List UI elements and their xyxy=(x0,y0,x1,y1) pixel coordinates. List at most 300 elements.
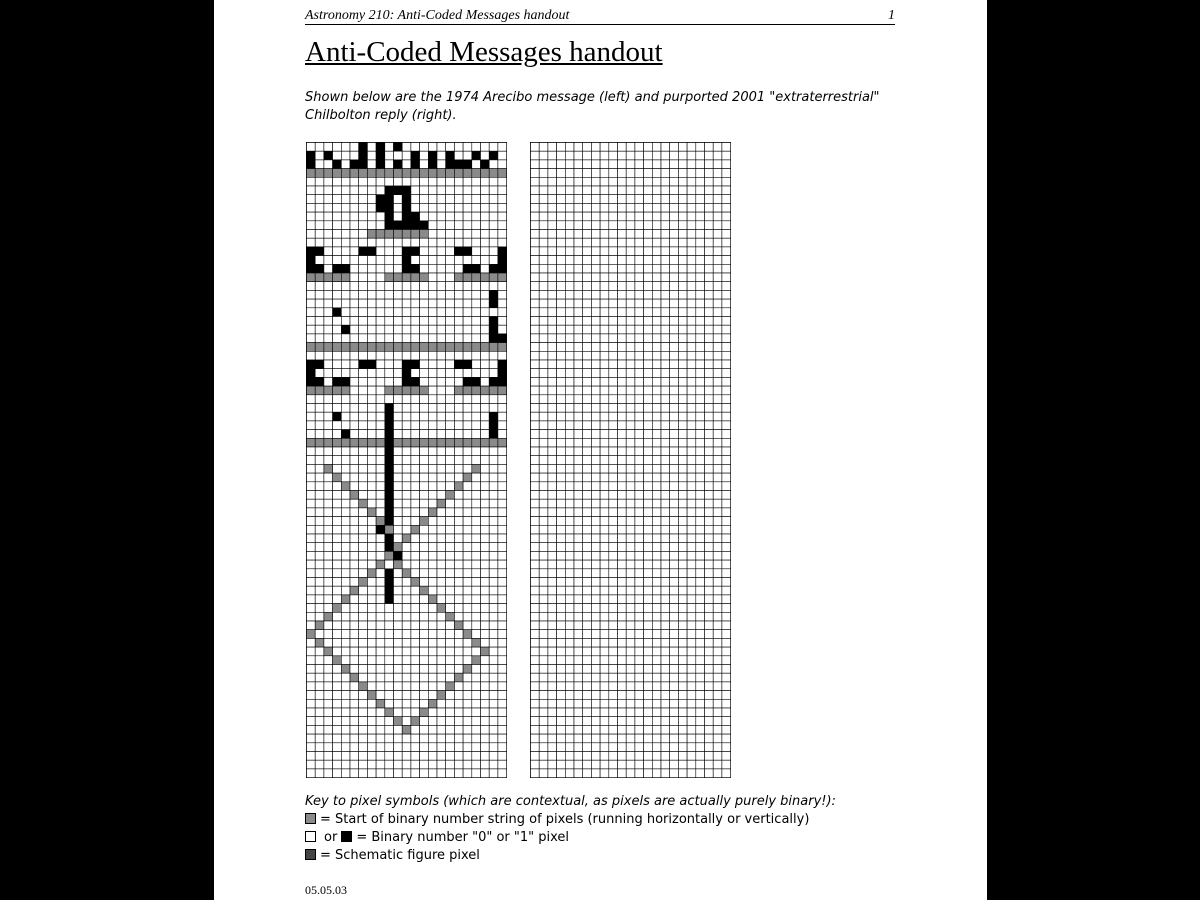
chilbolton-pixel xyxy=(696,560,705,569)
chilbolton-pixel xyxy=(652,203,661,212)
arecibo-pixel xyxy=(489,578,498,587)
arecibo-pixel xyxy=(367,560,376,569)
arecibo-pixel xyxy=(350,308,359,317)
arecibo-pixel xyxy=(446,595,455,604)
chilbolton-pixel xyxy=(539,752,548,761)
arecibo-pixel xyxy=(489,195,498,204)
arecibo-pixel xyxy=(411,151,420,160)
arecibo-pixel xyxy=(472,665,481,674)
arecibo-pixel xyxy=(437,247,446,256)
arecibo-pixel xyxy=(324,752,333,761)
chilbolton-pixel xyxy=(626,725,635,734)
chilbolton-pixel xyxy=(713,143,722,152)
arecibo-pixel xyxy=(333,177,342,186)
chilbolton-pixel xyxy=(539,317,548,326)
arecibo-pixel xyxy=(315,734,324,743)
arecibo-pixel xyxy=(472,273,481,282)
arecibo-pixel xyxy=(420,412,429,421)
arecibo-pixel xyxy=(333,560,342,569)
arecibo-pixel xyxy=(411,612,420,621)
chilbolton-pixel xyxy=(687,334,696,343)
arecibo-pixel xyxy=(463,169,472,178)
arecibo-pixel xyxy=(402,499,411,508)
chilbolton-pixel xyxy=(583,325,592,334)
arecibo-pixel xyxy=(367,473,376,482)
arecibo-pixel xyxy=(350,195,359,204)
arecibo-pixel xyxy=(333,395,342,404)
arecibo-pixel xyxy=(350,647,359,656)
chilbolton-pixel xyxy=(600,360,609,369)
arecibo-pixel xyxy=(307,752,316,761)
arecibo-pixel xyxy=(350,169,359,178)
arecibo-pixel xyxy=(428,569,437,578)
chilbolton-pixel xyxy=(574,438,583,447)
arecibo-pixel xyxy=(489,717,498,726)
chilbolton-pixel xyxy=(591,604,600,613)
arecibo-pixel xyxy=(359,169,368,178)
chilbolton-pixel xyxy=(574,256,583,265)
chilbolton-pixel xyxy=(670,230,679,239)
key-schematic-label: = Schematic figure pixel xyxy=(320,848,480,863)
chilbolton-pixel xyxy=(539,430,548,439)
chilbolton-pixel xyxy=(626,569,635,578)
arecibo-pixel xyxy=(367,673,376,682)
chilbolton-pixel xyxy=(591,412,600,421)
arecibo-pixel xyxy=(367,612,376,621)
chilbolton-pixel xyxy=(670,151,679,160)
arecibo-pixel xyxy=(350,343,359,352)
arecibo-pixel xyxy=(324,630,333,639)
chilbolton-pixel xyxy=(696,238,705,247)
chilbolton-pixel xyxy=(565,699,574,708)
chilbolton-pixel xyxy=(565,386,574,395)
arecibo-pixel xyxy=(454,395,463,404)
arecibo-pixel xyxy=(489,351,498,360)
chilbolton-pixel xyxy=(618,499,627,508)
chilbolton-pixel xyxy=(583,612,592,621)
arecibo-pixel xyxy=(420,578,429,587)
arecibo-pixel xyxy=(489,691,498,700)
arecibo-pixel xyxy=(498,299,507,308)
arecibo-pixel xyxy=(315,621,324,630)
arecibo-pixel xyxy=(333,621,342,630)
arecibo-pixel xyxy=(367,143,376,152)
chilbolton-pixel xyxy=(722,612,731,621)
arecibo-pixel xyxy=(350,569,359,578)
arecibo-pixel xyxy=(359,256,368,265)
chilbolton-pixel xyxy=(705,560,714,569)
chilbolton-pixel xyxy=(713,369,722,378)
arecibo-pixel xyxy=(454,447,463,456)
arecibo-pixel xyxy=(411,238,420,247)
pixel-key xyxy=(305,793,836,865)
chilbolton-pixel xyxy=(539,299,548,308)
chilbolton-pixel xyxy=(635,604,644,613)
chilbolton-pixel xyxy=(574,717,583,726)
arecibo-pixel xyxy=(307,438,316,447)
arecibo-pixel xyxy=(489,647,498,656)
chilbolton-pixel xyxy=(652,586,661,595)
chilbolton-pixel xyxy=(705,464,714,473)
arecibo-pixel xyxy=(420,351,429,360)
arecibo-pixel xyxy=(333,682,342,691)
chilbolton-pixel xyxy=(652,491,661,500)
chilbolton-pixel xyxy=(705,195,714,204)
chilbolton-pixel xyxy=(652,143,661,152)
chilbolton-pixel xyxy=(583,317,592,326)
arecibo-pixel xyxy=(489,177,498,186)
chilbolton-pixel xyxy=(652,230,661,239)
chilbolton-pixel xyxy=(670,212,679,221)
chilbolton-pixel xyxy=(713,430,722,439)
chilbolton-pixel xyxy=(626,630,635,639)
chilbolton-pixel xyxy=(705,282,714,291)
arecibo-pixel xyxy=(385,456,394,465)
arecibo-pixel xyxy=(341,447,350,456)
arecibo-pixel xyxy=(472,430,481,439)
arecibo-pixel xyxy=(402,569,411,578)
arecibo-pixel xyxy=(350,525,359,534)
arecibo-pixel xyxy=(411,247,420,256)
chilbolton-pixel xyxy=(705,717,714,726)
chilbolton-pixel xyxy=(618,517,627,526)
arecibo-pixel xyxy=(402,769,411,778)
arecibo-pixel xyxy=(324,264,333,273)
chilbolton-pixel xyxy=(557,543,566,552)
chilbolton-pixel xyxy=(670,386,679,395)
chilbolton-pixel xyxy=(626,717,635,726)
arecibo-pixel xyxy=(498,482,507,491)
chilbolton-pixel xyxy=(557,212,566,221)
arecibo-pixel xyxy=(437,752,446,761)
arecibo-pixel xyxy=(446,534,455,543)
arecibo-pixel xyxy=(341,682,350,691)
chilbolton-pixel xyxy=(678,525,687,534)
chilbolton-pixel xyxy=(687,725,696,734)
chilbolton-pixel xyxy=(722,334,731,343)
arecibo-pixel xyxy=(428,299,437,308)
arecibo-pixel xyxy=(420,525,429,534)
chilbolton-pixel xyxy=(539,734,548,743)
arecibo-pixel xyxy=(454,238,463,247)
chilbolton-pixel xyxy=(644,247,653,256)
arecibo-pixel xyxy=(359,395,368,404)
arecibo-pixel xyxy=(341,177,350,186)
arecibo-pixel xyxy=(307,212,316,221)
arecibo-pixel xyxy=(333,508,342,517)
chilbolton-pixel xyxy=(591,621,600,630)
arecibo-pixel xyxy=(385,604,394,613)
chilbolton-pixel xyxy=(548,578,557,587)
arecibo-pixel xyxy=(385,769,394,778)
arecibo-pixel xyxy=(350,230,359,239)
chilbolton-pixel xyxy=(565,290,574,299)
arecibo-pixel xyxy=(376,151,385,160)
chilbolton-pixel xyxy=(661,421,670,430)
chilbolton-pixel xyxy=(574,195,583,204)
arecibo-pixel xyxy=(472,491,481,500)
arecibo-pixel xyxy=(333,473,342,482)
arecibo-pixel xyxy=(315,482,324,491)
arecibo-pixel xyxy=(428,395,437,404)
arecibo-pixel xyxy=(437,595,446,604)
arecibo-pixel xyxy=(315,560,324,569)
chilbolton-pixel xyxy=(609,604,618,613)
chilbolton-pixel xyxy=(618,404,627,413)
chilbolton-pixel xyxy=(661,290,670,299)
chilbolton-pixel xyxy=(635,586,644,595)
arecibo-pixel xyxy=(428,525,437,534)
arecibo-pixel xyxy=(376,169,385,178)
arecibo-pixel xyxy=(402,334,411,343)
arecibo-pixel xyxy=(324,308,333,317)
arecibo-pixel xyxy=(333,491,342,500)
chilbolton-pixel xyxy=(583,299,592,308)
chilbolton-pixel xyxy=(539,673,548,682)
chilbolton-pixel xyxy=(670,177,679,186)
arecibo-pixel xyxy=(463,395,472,404)
chilbolton-pixel xyxy=(565,612,574,621)
chilbolton-pixel xyxy=(583,752,592,761)
arecibo-pixel xyxy=(350,264,359,273)
arecibo-pixel xyxy=(454,517,463,526)
chilbolton-pixel xyxy=(713,169,722,178)
chilbolton-pixel xyxy=(565,230,574,239)
chilbolton-pixel xyxy=(565,743,574,752)
chilbolton-pixel xyxy=(670,752,679,761)
arecibo-pixel xyxy=(333,717,342,726)
arecibo-pixel xyxy=(359,343,368,352)
chilbolton-pixel xyxy=(548,708,557,717)
chilbolton-pixel xyxy=(557,230,566,239)
arecibo-pixel xyxy=(385,621,394,630)
chilbolton-pixel xyxy=(609,482,618,491)
arecibo-pixel xyxy=(350,717,359,726)
chilbolton-pixel xyxy=(670,665,679,674)
chilbolton-pixel xyxy=(548,290,557,299)
arecibo-pixel xyxy=(402,238,411,247)
chilbolton-pixel xyxy=(652,699,661,708)
arecibo-pixel xyxy=(454,464,463,473)
chilbolton-pixel xyxy=(661,499,670,508)
chilbolton-pixel xyxy=(635,404,644,413)
arecibo-pixel xyxy=(402,273,411,282)
arecibo-pixel xyxy=(333,578,342,587)
arecibo-pixel xyxy=(376,612,385,621)
chilbolton-pixel xyxy=(696,691,705,700)
chilbolton-pixel xyxy=(591,464,600,473)
arecibo-pixel xyxy=(359,238,368,247)
chilbolton-pixel xyxy=(696,578,705,587)
chilbolton-pixel xyxy=(539,377,548,386)
chilbolton-pixel xyxy=(722,151,731,160)
chilbolton-pixel xyxy=(574,551,583,560)
arecibo-pixel xyxy=(420,264,429,273)
arecibo-pixel xyxy=(420,421,429,430)
chilbolton-pixel xyxy=(565,404,574,413)
arecibo-pixel xyxy=(394,621,403,630)
chilbolton-pixel xyxy=(696,665,705,674)
arecibo-pixel xyxy=(481,464,490,473)
arecibo-pixel xyxy=(481,595,490,604)
chilbolton-pixel xyxy=(591,395,600,404)
chilbolton-pixel xyxy=(661,604,670,613)
arecibo-pixel xyxy=(420,195,429,204)
arecibo-pixel xyxy=(411,760,420,769)
chilbolton-pixel xyxy=(548,621,557,630)
chilbolton-pixel xyxy=(557,612,566,621)
chilbolton-pixel xyxy=(531,656,540,665)
arecibo-pixel xyxy=(315,630,324,639)
chilbolton-pixel xyxy=(678,760,687,769)
chilbolton-pixel xyxy=(539,621,548,630)
chilbolton-pixel xyxy=(705,343,714,352)
arecibo-pixel xyxy=(411,691,420,700)
arecibo-pixel xyxy=(402,430,411,439)
chilbolton-pixel xyxy=(661,412,670,421)
arecibo-pixel xyxy=(411,525,420,534)
chilbolton-pixel xyxy=(557,143,566,152)
arecibo-pixel xyxy=(463,404,472,413)
arecibo-pixel xyxy=(307,769,316,778)
chilbolton-pixel xyxy=(583,473,592,482)
arecibo-pixel xyxy=(333,247,342,256)
chilbolton-pixel xyxy=(557,578,566,587)
chilbolton-pixel xyxy=(713,534,722,543)
chilbolton-pixel xyxy=(565,691,574,700)
chilbolton-pixel xyxy=(574,760,583,769)
arecibo-pixel xyxy=(394,160,403,169)
chilbolton-pixel xyxy=(652,351,661,360)
chilbolton-pixel xyxy=(678,238,687,247)
chilbolton-pixel xyxy=(539,473,548,482)
arecibo-pixel xyxy=(376,230,385,239)
arecibo-pixel xyxy=(376,630,385,639)
arecibo-pixel xyxy=(472,621,481,630)
arecibo-pixel xyxy=(428,517,437,526)
chilbolton-pixel xyxy=(609,438,618,447)
arecibo-pixel xyxy=(420,708,429,717)
arecibo-pixel xyxy=(385,203,394,212)
chilbolton-pixel xyxy=(600,395,609,404)
arecibo-pixel xyxy=(498,195,507,204)
arecibo-pixel xyxy=(307,264,316,273)
chilbolton-pixel xyxy=(609,203,618,212)
chilbolton-pixel xyxy=(548,491,557,500)
arecibo-pixel xyxy=(333,699,342,708)
chilbolton-pixel xyxy=(600,317,609,326)
arecibo-pixel xyxy=(333,282,342,291)
arecibo-pixel xyxy=(376,221,385,230)
chilbolton-pixel xyxy=(678,421,687,430)
arecibo-pixel xyxy=(367,464,376,473)
arecibo-pixel xyxy=(402,508,411,517)
arecibo-pixel xyxy=(428,604,437,613)
chilbolton-pixel xyxy=(609,769,618,778)
chilbolton-pixel xyxy=(678,230,687,239)
chilbolton-pixel xyxy=(548,273,557,282)
chilbolton-pixel xyxy=(678,256,687,265)
chilbolton-pixel xyxy=(574,221,583,230)
arecibo-pixel xyxy=(489,517,498,526)
arecibo-pixel xyxy=(315,299,324,308)
chilbolton-pixel xyxy=(687,195,696,204)
chilbolton-pixel xyxy=(565,491,574,500)
chilbolton-pixel xyxy=(548,508,557,517)
chilbolton-pixel xyxy=(600,447,609,456)
arecibo-pixel xyxy=(376,769,385,778)
arecibo-pixel xyxy=(411,630,420,639)
arecibo-pixel xyxy=(376,395,385,404)
chilbolton-pixel xyxy=(644,717,653,726)
chilbolton-pixel xyxy=(661,282,670,291)
chilbolton-pixel xyxy=(574,638,583,647)
arecibo-pixel xyxy=(454,595,463,604)
arecibo-pixel xyxy=(324,143,333,152)
chilbolton-pixel xyxy=(696,752,705,761)
arecibo-pixel xyxy=(472,612,481,621)
chilbolton-pixel xyxy=(722,282,731,291)
chilbolton-pixel xyxy=(652,595,661,604)
chilbolton-pixel xyxy=(696,569,705,578)
arecibo-pixel xyxy=(402,682,411,691)
arecibo-pixel xyxy=(324,569,333,578)
arecibo-pixel xyxy=(402,699,411,708)
chilbolton-pixel xyxy=(539,195,548,204)
chilbolton-pixel xyxy=(565,499,574,508)
arecibo-pixel xyxy=(315,404,324,413)
chilbolton-pixel xyxy=(722,230,731,239)
chilbolton-pixel xyxy=(652,621,661,630)
arecibo-pixel xyxy=(411,473,420,482)
arecibo-pixel xyxy=(385,717,394,726)
arecibo-pixel xyxy=(446,725,455,734)
chilbolton-pixel xyxy=(635,238,644,247)
chilbolton-pixel xyxy=(609,699,618,708)
arecibo-pixel xyxy=(463,612,472,621)
chilbolton-pixel xyxy=(678,699,687,708)
chilbolton-pixel xyxy=(583,273,592,282)
chilbolton-pixel xyxy=(705,473,714,482)
chilbolton-pixel xyxy=(678,360,687,369)
chilbolton-pixel xyxy=(705,256,714,265)
chilbolton-pixel xyxy=(539,717,548,726)
arecibo-pixel xyxy=(350,665,359,674)
chilbolton-pixel xyxy=(626,317,635,326)
chilbolton-pixel xyxy=(548,691,557,700)
chilbolton-pixel xyxy=(678,743,687,752)
arecibo-pixel xyxy=(472,473,481,482)
arecibo-pixel xyxy=(359,282,368,291)
chilbolton-pixel xyxy=(687,734,696,743)
chilbolton-pixel xyxy=(696,317,705,326)
arecibo-pixel xyxy=(446,430,455,439)
arecibo-pixel xyxy=(481,638,490,647)
chilbolton-pixel xyxy=(600,299,609,308)
chilbolton-pixel xyxy=(678,682,687,691)
chilbolton-pixel xyxy=(644,682,653,691)
chilbolton-pixel xyxy=(661,473,670,482)
arecibo-pixel xyxy=(428,665,437,674)
arecibo-pixel xyxy=(324,160,333,169)
arecibo-pixel xyxy=(324,769,333,778)
arecibo-pixel xyxy=(472,760,481,769)
chilbolton-pixel xyxy=(652,282,661,291)
arecibo-pixel xyxy=(376,247,385,256)
arecibo-pixel xyxy=(428,221,437,230)
arecibo-pixel xyxy=(498,343,507,352)
arecibo-pixel xyxy=(376,560,385,569)
